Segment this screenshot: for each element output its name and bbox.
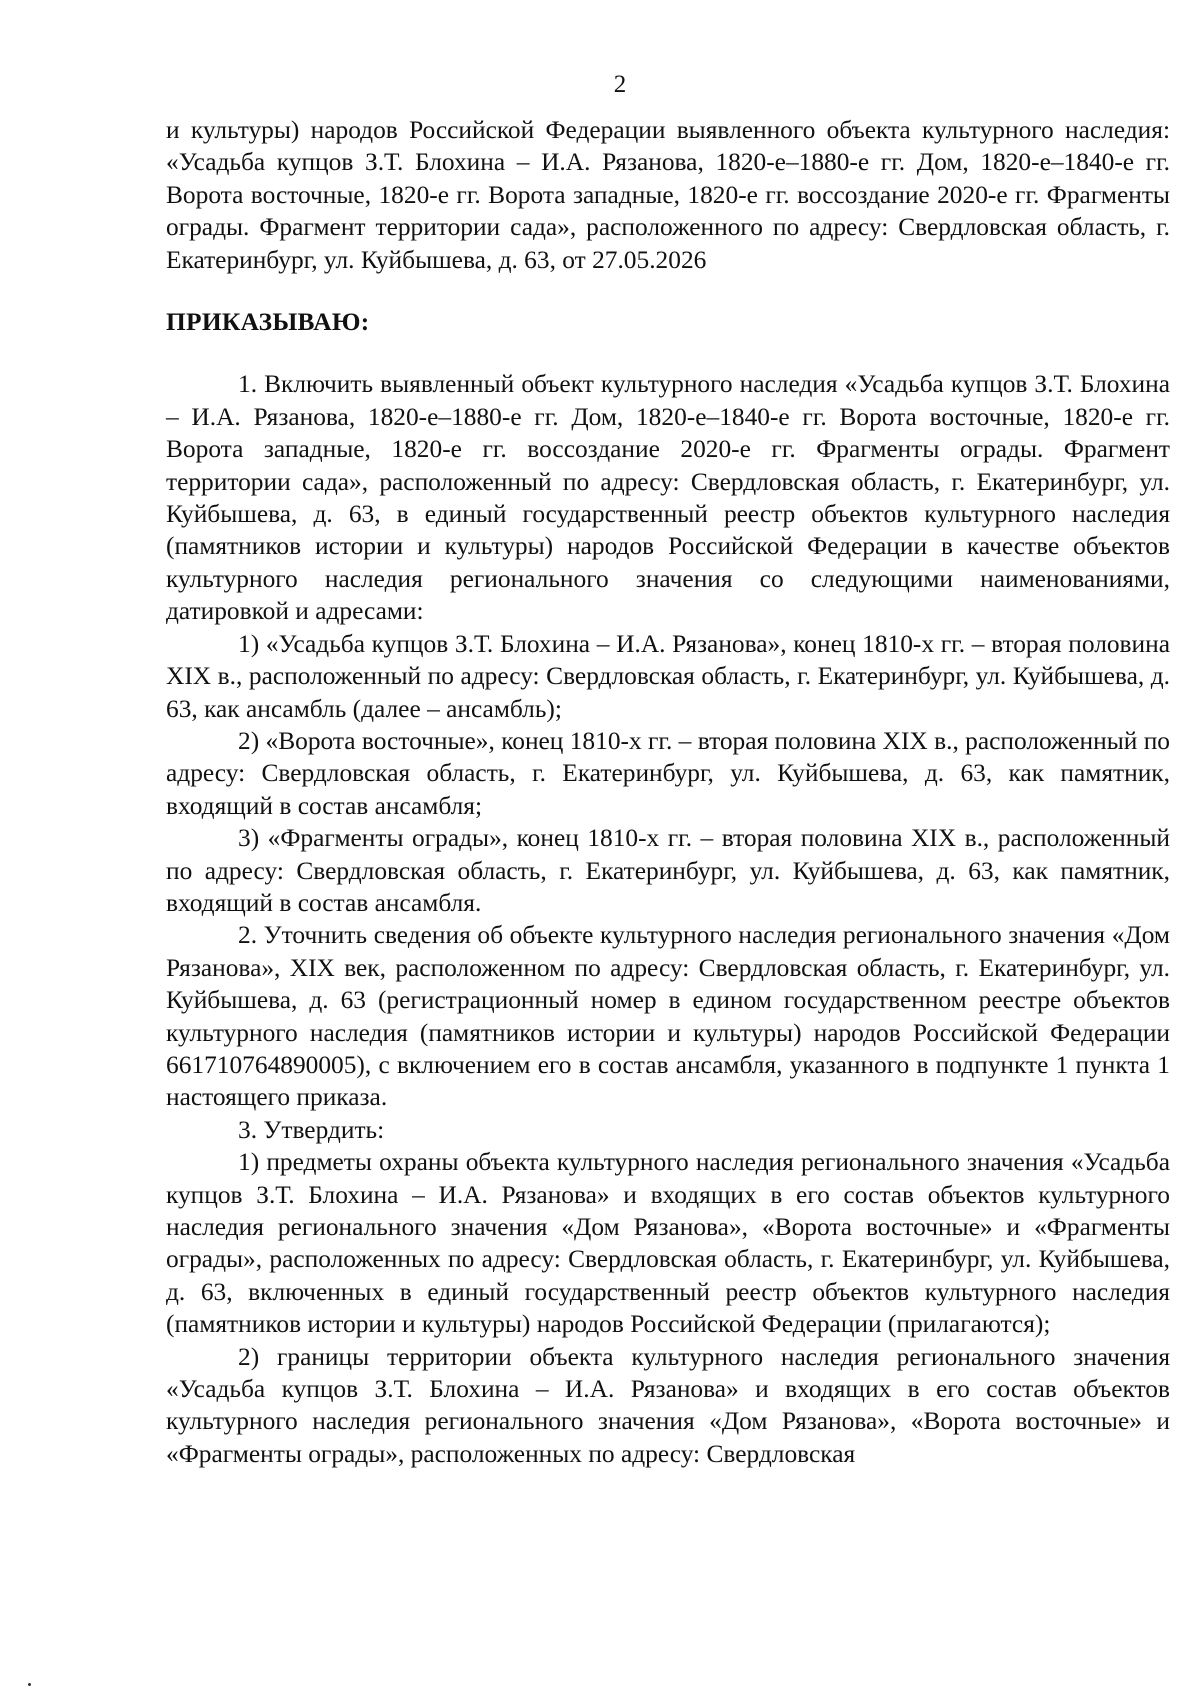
order-heading: ПРИКАЗЫВАЮ: <box>166 308 370 337</box>
scan-speck <box>28 1683 31 1686</box>
clause-3: 3. Утвердить: <box>238 1115 385 1144</box>
clause-3-subitem-1: 1) предметы охраны объекта культурного наследия регионального значения «Усадьба купцов З.Т. Блохина – И.А. Рязанова» и входящих в его состав объектов культурного наследия регионального значения «Дом Рязанова», «Ворота восточные» и «Фрагменты ограды», расположенных по адресу: Свердловская область, г. Екатеринбург, ул. Куйбышева, д. 63, включенных в единый государственный реестр объектов культурного наследия (памятников истории и культуры) народов Российской Федерации (прилагаются); <box>166 1148 1170 1339</box>
page-number: 2 <box>613 71 627 98</box>
clause-1-subitem-3: 3) «Фрагменты ограды», конец 1810-х гг. – вторая половина XIX в., расположенный по адресу: Свердловская область, г. Екатеринбург, ул. Куйбышева, д. 63, как памятник, входящий в состав ансамбля. <box>166 824 1170 917</box>
clause-1-subitem-2: 2) «Ворота восточные», конец 1810-х гг. – вторая половина XIX в., расположенный по адресу: Свердловская область, г. Екатеринбург, ул. Куйбышева, д. 63, как памятник, входящий в состав ансамбля; <box>166 726 1170 820</box>
intro-paragraph: и культуры) народов Российской Федерации выявленного объекта культурного наследия: «Усадьба купцов З.Т. Блохина – И.А. Рязанова, 1820-е–1880-е гг. Дом, 1820-е–1840-е гг. Ворота восточные, 1820-е гг. Ворота западные, 1820-е гг. воссоздание 2020-е гг. Фрагменты ограды. Фрагмент территории сада», расположенного по адресу: Свердловская область, г. Екатеринбург, ул. Куйбышева, д. 63, от 27.05.2026 <box>166 116 1170 274</box>
clause-1: 1. Включить выявленный объект культурного наследия «Усадьба купцов З.Т. Блохина – И.А. Рязанова, 1820-е–1880-е гг. Дом, 1820-е–1840-е гг. Ворота восточные, 1820-е гг. Ворота западные, 1820-е гг. воссоздание 2020-е гг. Фрагменты ограды. Фрагмент территории сада», расположенный по адресу: Свердловская область, г. Екатеринбург, ул. Куйбышева, д. 63, в единый государственный реестр объектов культурного наследия (памятников истории и культуры) народов Российской Федерации в качестве объектов культурного наследия регионального значения со следующими наименованиями, датировкой и адресами: <box>166 370 1170 626</box>
clause-2: 2. Уточнить сведения об объекте культурного наследия регионального значения «Дом Рязанова», XIX век, расположенном по адресу: Свердловская область, г. Екатеринбург, ул. Куйбышева, д. 63 (регистрационный номер в едином государственном реестре объектов культурного наследия (памятников истории и культуры) народов Российской Федерации 661710764890005), с включением его в состав ансамбля, указанного в подпункте 1 пункта 1 настоящего приказа. <box>166 921 1170 1112</box>
clause-3-subitem-2: 2) границы территории объекта культурного наследия регионального значения «Усадьба купцов З.Т. Блохина – И.А. Рязанова» и входящих в его состав объектов культурного наследия регионального значения «Дом Рязанова», «Ворота восточные» и «Фрагменты ограды», расположенных по адресу: Свердловская <box>166 1342 1170 1468</box>
clause-1-subitem-1: 1) «Усадьба купцов З.Т. Блохина – И.А. Рязанова», конец 1810-х гг. – вторая половина XIX в., расположенный по адресу: Свердловская область, г. Екатеринбург, ул. Куйбышева, д. 63, как ансамбль (далее – ансамбль); <box>166 629 1170 723</box>
document-body <box>166 114 1170 1470</box>
